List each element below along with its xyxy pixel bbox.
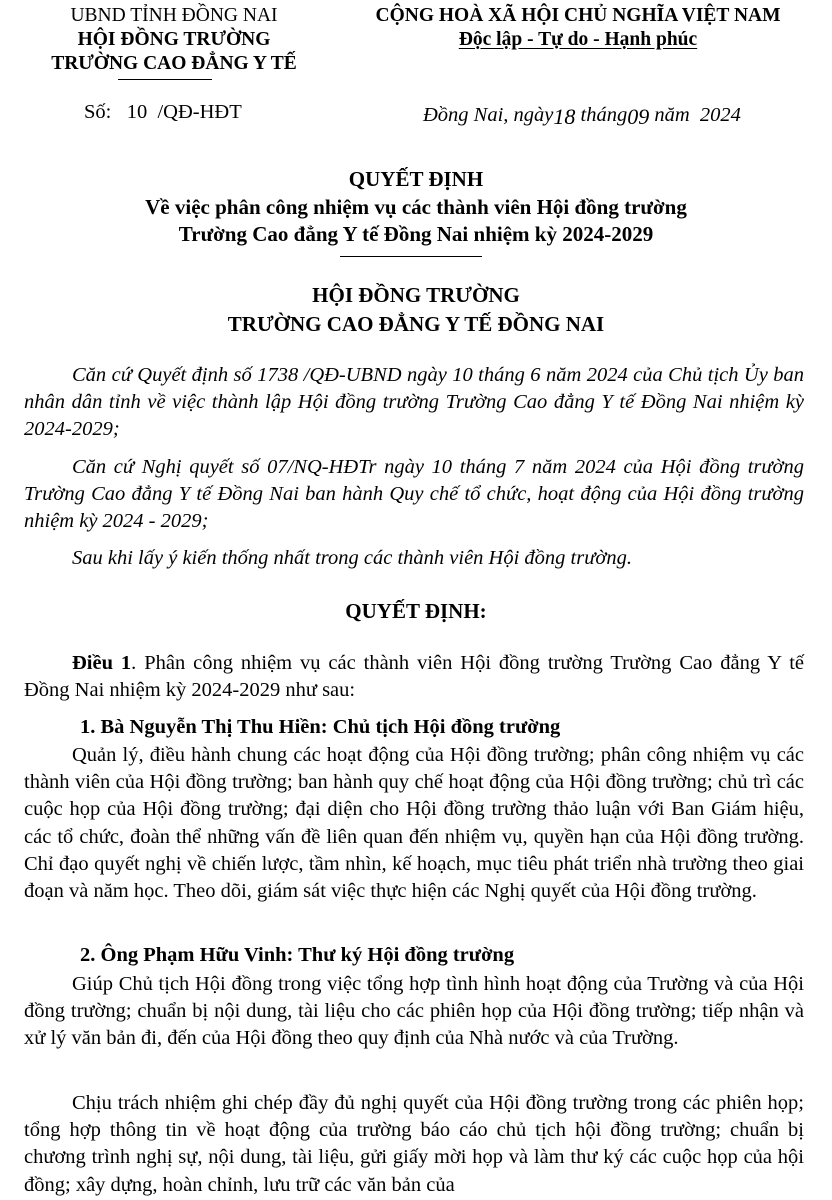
member-1-heading: 1. Bà Nguyễn Thị Thu Hiền: Chủ tịch Hội đồng trường: [80, 716, 561, 738]
agency-block: [26, 4, 322, 76]
national-name: CỘNG HOÀ XÃ HỘI CHỦ NGHĨA VIỆT NAM: [375, 5, 781, 26]
decision-title: QUYẾT ĐỊNH: [348, 167, 484, 191]
decision-subject-2: Trường Cao đẳng Y tế Đồng Nai nhiệm kỳ 2024-2029: [178, 222, 654, 246]
date-day: 18: [553, 104, 576, 129]
place-label: Đồng Nai, ngày: [423, 104, 554, 126]
issuer-line-1: HỘI ĐỒNG TRƯỜNG: [312, 283, 520, 307]
date-month: 09: [627, 104, 650, 129]
basis-paragraph: Căn cứ Nghị quyết số 07/NQ-HĐTr ngày 10 tháng 7 năm 2024 của Hội đồng trường Trường Cao đẳng Y tế Đồng Nai ban hành Quy chế tổ chức, hoạt động của Hội đồng trường nhiệm kỳ 2024 - 2029;: [24, 456, 804, 533]
decision-heading: QUYẾT ĐỊNH:: [345, 599, 487, 623]
national-motto: Độc lập - Tự do - Hạnh phúc: [458, 29, 698, 50]
national-motto-block: [328, 4, 828, 52]
document-number: [84, 101, 242, 124]
agency-underline: [118, 79, 212, 80]
basis-paragraph: Sau khi lấy ý kiến thống nhất trong các thành viên Hội đồng trường.: [72, 547, 632, 569]
member-2-duties-2: Chịu trách nhiệm ghi chép đầy đủ nghị quyết của Hội đồng trường trong các phiên họp; tổng hợp thông tin về hoạt động của trường báo cáo chủ tịch hội đồng trường; chuẩn bị chương trình nghị sự, nội dung, tài liệu, gửi giấy mời họp và làm thư ký các cuộc họp của hội đồng; xây dựng, hoàn chỉnh, lưu trữ các văn bản của: [24, 1092, 804, 1196]
title-underline: [340, 256, 482, 257]
article-1: [24, 650, 804, 704]
issuer-line-2: TRƯỜNG CAO ĐẲNG Y TẾ ĐỒNG NAI: [227, 312, 605, 336]
basis-paragraph: Căn cứ Quyết định số 1738 /QĐ-UBND ngày 10 tháng 6 năm 2024 của Chủ tịch Ủy ban nhân dân tỉnh về việc thành lập Hội đồng trường Trường Cao đẳng Y tế Đồng Nai nhiệm kỳ 2024-2029;: [24, 364, 804, 441]
doc-number-value: 10: [126, 101, 148, 123]
decision-subject-1: Về việc phân công nhiệm vụ các thành viên Hội đồng trường: [145, 195, 687, 219]
place-date: [423, 101, 741, 127]
date-year: 2024: [699, 104, 741, 126]
agency-school: TRƯỜNG CAO ĐẲNG Y TẾ: [51, 53, 297, 74]
doc-number-suffix: /QĐ-HĐT: [157, 101, 242, 123]
article-1-text: . Phân công nhiệm vụ các thành viên Hội đồng trường Trường Cao đẳng Y tế Đồng Nai nhiệm kỳ 2024-2029 như sau:: [24, 652, 805, 702]
doc-number-prefix: Số:: [84, 101, 112, 123]
agency-parent: UBND TỈNH ĐỒNG NAI: [70, 5, 278, 26]
member-2-heading: 2. Ông Phạm Hữu Vinh: Thư ký Hội đồng trường: [80, 944, 515, 966]
year-label: năm: [654, 104, 690, 126]
agency-name: HỘI ĐỒNG TRƯỜNG: [77, 29, 271, 50]
member-1-duties: Quản lý, điều hành chung các hoạt động của Hội đồng trường; phân công nhiệm vụ các thành viên của Hội đồng trường; ban hành quy chế hoạt động của Hội đồng trường; chủ trì các cuộc họp của Hội đồng trường; đại diện cho Hội đồng trường thảo luận với Ban Giám hiệu, các tổ chức, đoàn thể những vấn đề liên quan đến nhiệm vụ, quyền hạn của Hội đồng trường. Chỉ đạo quyết nghị về chiến lược, tầm nhìn, kế hoạch, mục tiêu phát triển nhà trường theo giai đoạn và năm học. Theo dõi, giám sát việc thực hiện các Nghị quyết của Hội đồng trường.: [24, 744, 804, 903]
month-label: tháng: [580, 104, 628, 126]
article-1-label: Điều 1: [72, 652, 132, 674]
member-2-duties-1: Giúp Chủ tịch Hội đồng trong việc tổng hợp tình hình hoạt động của Trường và của Hội đồng trường; chuẩn bị nội dung, tài liệu cho các phiên họp của Hội đồng trường; tiếp nhận và xử lý văn bản đi, đến của Hội đồng theo quy định của Nhà nước và của Trường.: [24, 973, 804, 1050]
